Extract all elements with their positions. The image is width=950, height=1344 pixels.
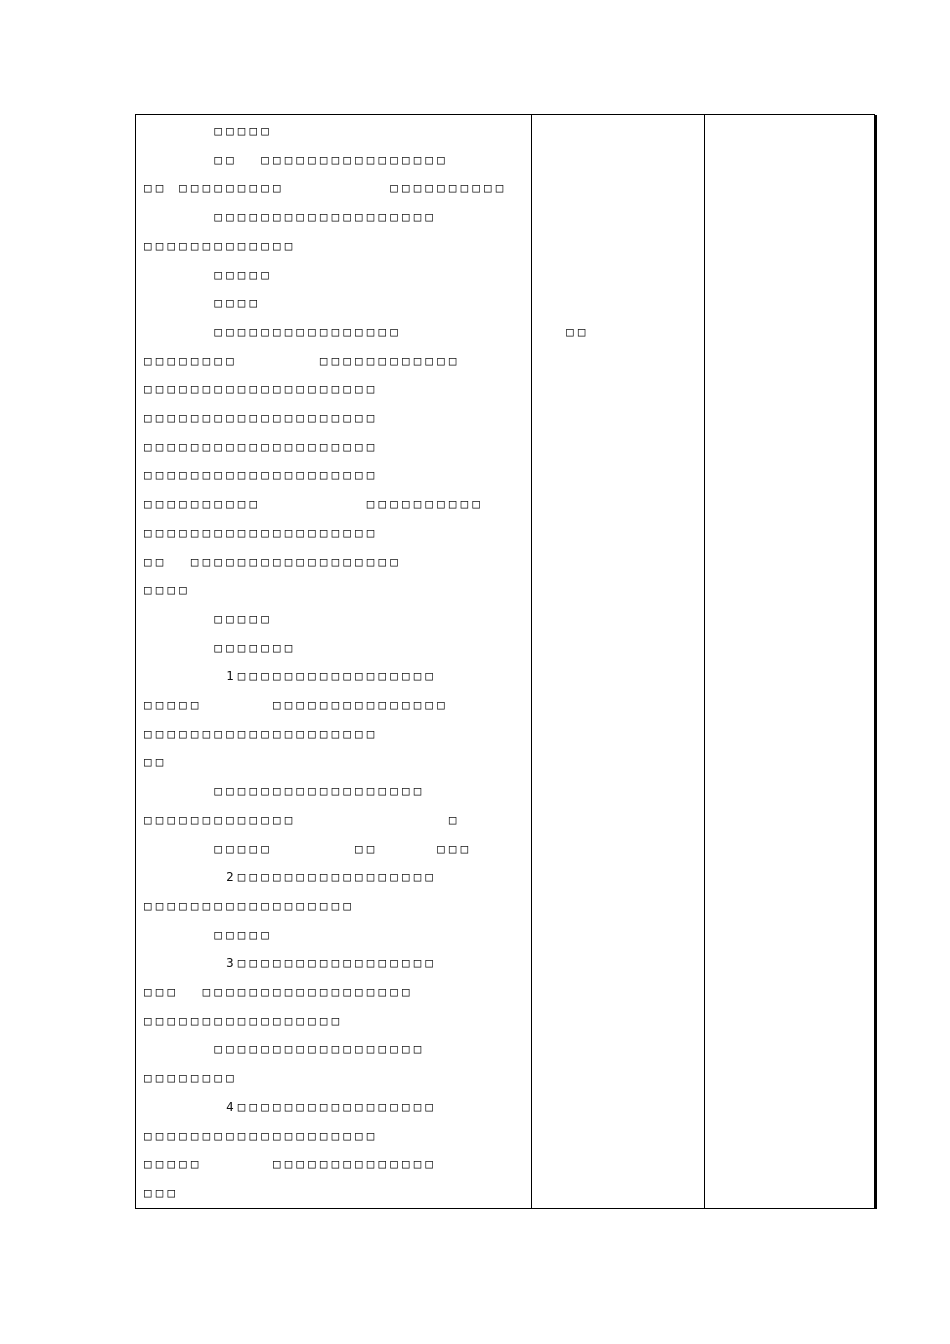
text-line: □□□□ bbox=[144, 295, 262, 311]
text-line: □□□□□□□□□□□□□□□□□□□□ bbox=[144, 381, 379, 397]
text-line: □□□□□ bbox=[144, 610, 273, 626]
text-line: □□□□□□□□□□□□□□□□□□□□ bbox=[144, 1127, 379, 1143]
text-line: □□□□□□□□□□□□□□□□□□ bbox=[144, 897, 356, 913]
text-line: □□□□□□□□ bbox=[144, 1070, 238, 1086]
lesson-table bbox=[135, 114, 875, 1209]
text-line: □□□□□□□□□□□□□□□□□□ bbox=[144, 783, 426, 799]
text-line: □□□ □□□□□□□□□□□□□□□□□□ bbox=[144, 984, 414, 999]
text-line: □□□ bbox=[144, 1184, 180, 1200]
text-line: □□ □□□□□□□□□ □□□□□□□□□□ bbox=[144, 180, 508, 196]
text-line: □□□□□ □□ □□□ bbox=[144, 840, 473, 856]
text-line: □□□□□□□□□□□□□□□□□□□□ bbox=[144, 524, 379, 540]
text-line: □□□□ bbox=[144, 582, 191, 598]
text-line: □□□□□ bbox=[144, 123, 273, 138]
text-line: □□□□□□□□□□□□□□□□□□□□ bbox=[144, 725, 379, 741]
text-line: 1□□□□□□□□□□□□□□□□□ bbox=[144, 668, 438, 684]
text-line: □□□□□□□□□□□□□□□□□□□□ bbox=[144, 410, 379, 425]
text-line: □□□□□□□□□□□□□□□□□ bbox=[144, 1012, 344, 1028]
text-line: □□□□□□□□□□ □□□□□□□□□□ bbox=[144, 496, 485, 512]
text-line: □□□□□□□□□□□□□□□□□□□□ bbox=[144, 467, 379, 483]
text-line: □□□□□□□□□□□□□□□□□□ bbox=[144, 1041, 426, 1057]
text-line: □□□□□ □□□□□□□□□□□□□□ bbox=[144, 1156, 438, 1172]
text-line: 2□□□□□□□□□□□□□□□□□ bbox=[144, 869, 438, 885]
text-line: □□□□□ □□□□□□□□□□□□□□□ bbox=[144, 697, 449, 712]
text-line: □□ bbox=[144, 754, 168, 770]
text-line: □□□□□□□□□□□□□□□□□□□ bbox=[144, 209, 438, 225]
text-line: 4□□□□□□□□□□□□□□□□□ bbox=[144, 1098, 438, 1114]
column-divider-2 bbox=[704, 115, 705, 1208]
text-line: □□ □□□□□□□□□□□□□□□□ bbox=[144, 151, 449, 167]
text-line: □□ □□□□□□□□□□□□□□□□□□ bbox=[144, 553, 402, 569]
text-line: □□□□□□□□ □□□□□□□□□□□□ bbox=[144, 352, 461, 368]
content-cell bbox=[136, 115, 590, 1208]
text-line: 3□□□□□□□□□□□□□□□□□ bbox=[144, 955, 438, 971]
column-divider-1 bbox=[531, 115, 532, 1208]
text-line: □□□□□□□□□□□□□□□□ □□ bbox=[144, 323, 590, 339]
text-line: □□□□□□□□□□□□□ bbox=[144, 237, 297, 253]
text-line: □□□□□ bbox=[144, 266, 273, 282]
table-right-border bbox=[875, 115, 877, 1209]
text-line: □□□□□□□□□□□□□ □ bbox=[144, 811, 461, 827]
text-line: □□□□□□□□□□□□□□□□□□□□ bbox=[144, 438, 379, 454]
text-line: □□□□□ bbox=[144, 926, 273, 942]
text-line: □□□□□□□ bbox=[144, 639, 297, 655]
